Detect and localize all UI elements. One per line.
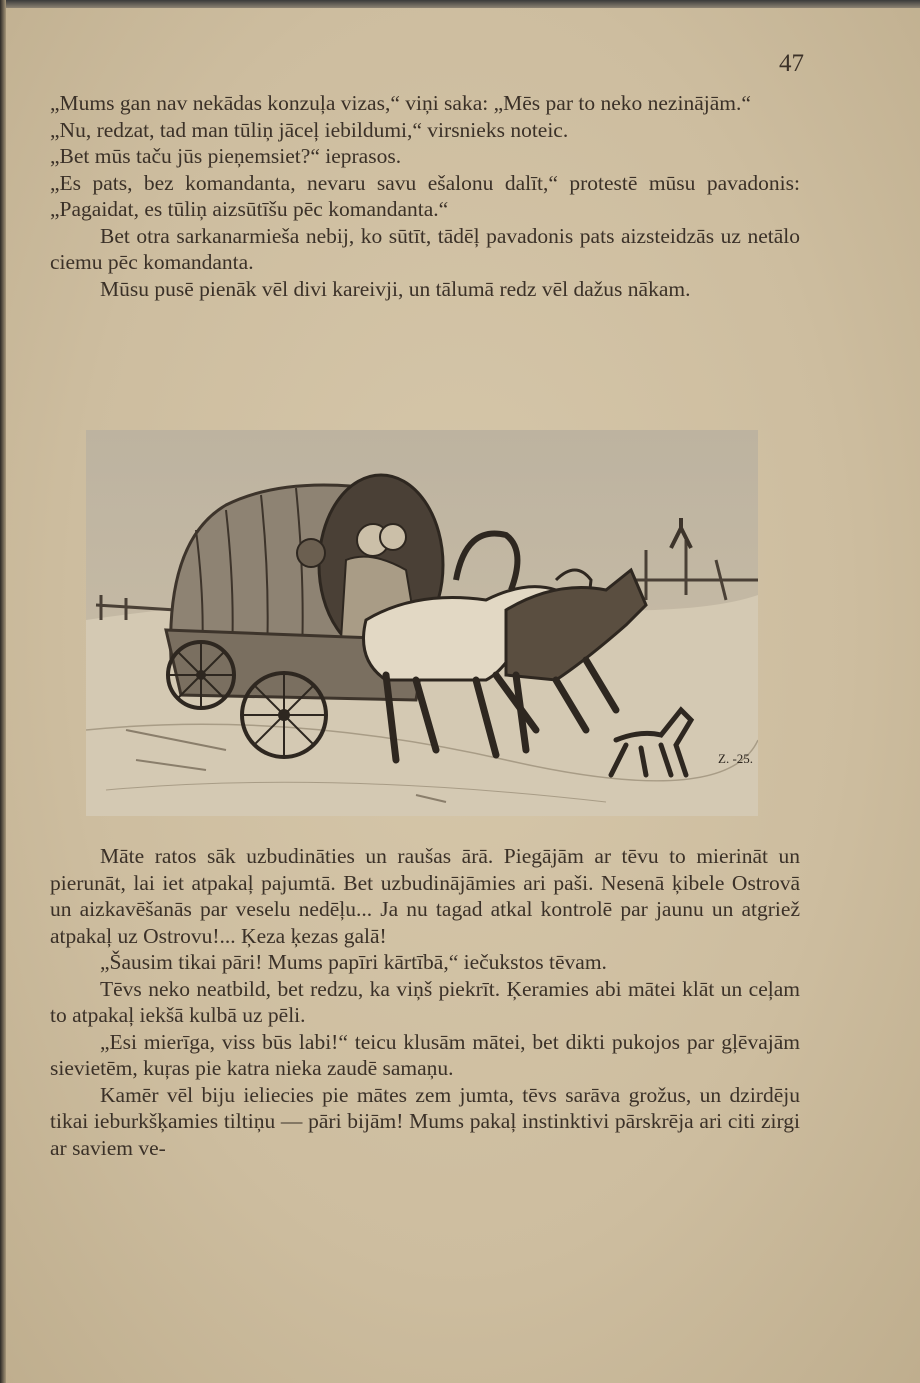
page-number: 47 — [779, 50, 804, 77]
text-block-bottom — [50, 843, 800, 1161]
illustration-signature: Z. -25. — [718, 751, 754, 766]
paragraph: „Es pats, bez komandanta, nevaru savu ešalonu dalīt,“ protestē mūsu pavadonis: „Pagaidat, es tūliņ aizsūtīšu pēc komandanta.“ — [50, 170, 800, 221]
wagon-drawing — [86, 430, 758, 816]
paragraph: Kamēr vēl biju ieliecies pie mātes zem jumta, tēvs sarāva grožus, un dzirdēju tikai ieburkšķamies tiltiņu — pāri bijām! Mums pakaļ instinktivi pārskrēja ari citi zirgi ar saviem ve- — [50, 1082, 800, 1160]
illustration-covered-wagon — [86, 430, 758, 816]
paragraph: „Bet mūs taču jūs pieņemsiet?“ ieprasos. — [50, 144, 402, 168]
text-block-top — [50, 90, 800, 302]
paragraph: Tēvs neko neatbild, bet redzu, ka viņš piekrīt. Ķeramies abi mātei klāt un ceļam to atpakaļ iekšā kulbā uz pēli. — [50, 976, 800, 1027]
page-binding-edge — [0, 0, 6, 1383]
paragraph: „Šausim tikai pāri! Mums papīri kārtībā,“ iečukstos tēvam. — [100, 950, 607, 974]
paragraph: „Mums gan nav nekādas konzuļa vizas,“ viņi saka: „Mēs par to neko nezinājām.“ — [50, 91, 751, 115]
paragraph: Bet otra sarkanarmieša nebij, ko sūtīt, tādēļ pavadonis pats aizsteidzās uz netālo ciemu pēc komandanta. — [50, 223, 800, 274]
paragraph: Māte ratos sāk uzbudināties un raušas ārā. Piegājām ar tēvu to mierināt un pierunāt, lai iet atpakaļ pajumtā. Bet uzbudinājāmies ari paši. Nesenā ķibele Ostrovā un aizkavēšanās par veselu nedēļu... Ja nu tagad atkal kontrolē par jaunu un atgriež atpakaļ uz Ostrovu!... Ķeza ķezas galā! — [50, 844, 800, 948]
page-top-edge — [0, 0, 920, 8]
paragraph: „Nu, redzat, tad man tūliņ jāceļ iebildumi,“ virsnieks noteic. — [50, 117, 569, 142]
paragraph: „Esi mierīga, viss būs labi!“ teicu klusām mātei, bet dikti pukojos par gļēvajām sievietēm, kuŗas pie katra nieka zaudē samaņu. — [50, 1029, 800, 1080]
paragraph: Mūsu pusē pienāk vēl divi kareivji, un tālumā redz vēl dažus nākam. — [100, 276, 691, 301]
